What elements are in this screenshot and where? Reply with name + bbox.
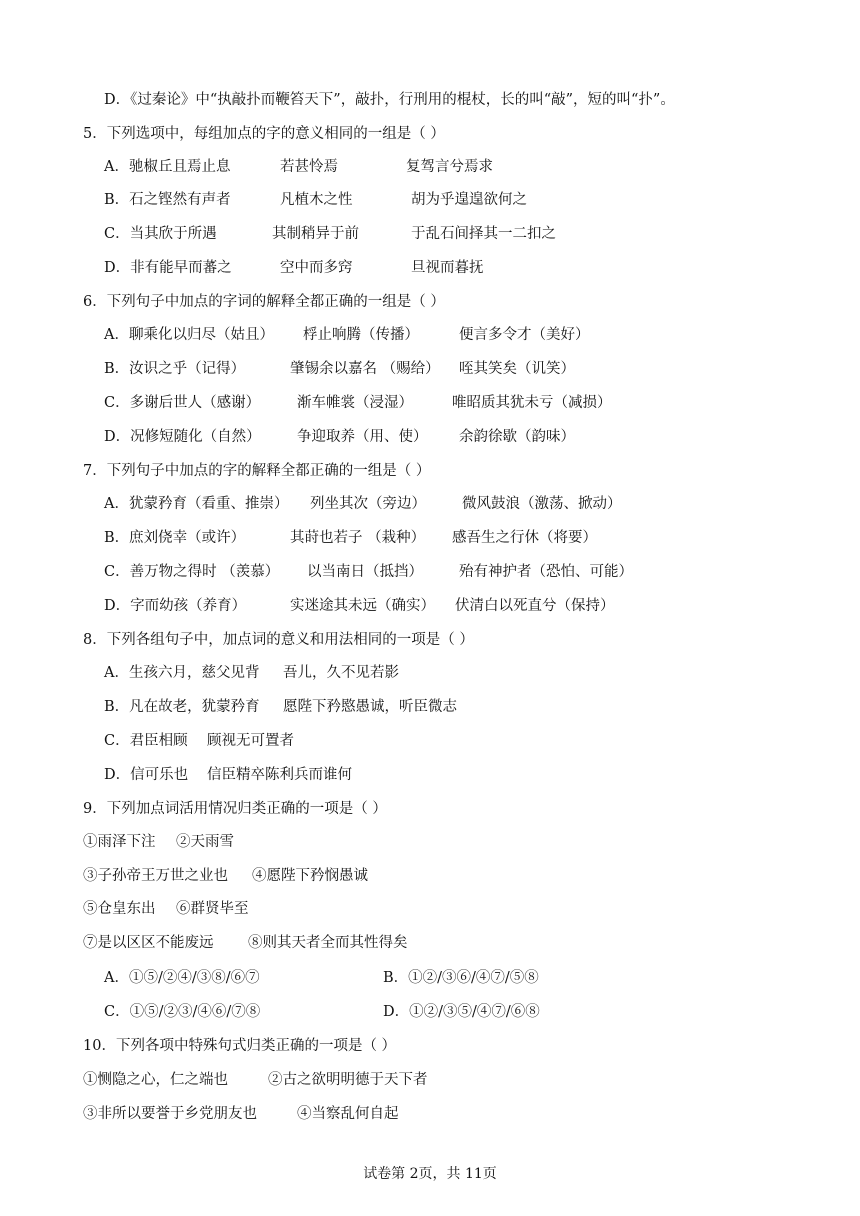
q7-stem: 7．下列句子中加点的字的解释全都正确的一组是（ ） bbox=[83, 463, 431, 479]
q7-option-b-3: 感吾生之行休（将要） bbox=[452, 530, 597, 546]
q9-stem: 9．下列加点词活用情况归类正确的一项是（ ） bbox=[83, 801, 387, 817]
q5-option-b-1: B．石之铿然有声者 bbox=[104, 192, 231, 208]
q7-option-d-3: 伏清白以死直兮（保持） bbox=[455, 598, 615, 614]
q9-item-6: ⑥群贤毕至 bbox=[176, 901, 249, 917]
q6-option-b-1: B．汝识之乎（记得） bbox=[104, 361, 246, 377]
q10-stem: 10．下列各项中特殊句式归类正确的一项是（ ） bbox=[83, 1038, 397, 1054]
q5-stem: 5．下列选项中，每组加点的字的意义相同的一组是（ ） bbox=[83, 126, 445, 142]
q9-item-4: ④愿陛下矜悯愚诚 bbox=[252, 868, 368, 884]
q7-option-a-1: A．犹蒙矜育（看重、推崇） bbox=[104, 496, 289, 512]
q7-option-b-1: B．庶刘侥幸（或许） bbox=[104, 530, 246, 546]
q6-stem: 6．下列句子中加点的字词的解释全都正确的一组是（ ） bbox=[83, 294, 445, 310]
q5-option-b-2: 凡植木之性 bbox=[280, 192, 353, 208]
q5-option-a-2: 若甚怜焉 bbox=[280, 159, 338, 175]
q5-option-a-3: 复驾言兮焉求 bbox=[406, 159, 493, 175]
q8-option-c-2: 顾视无可置者 bbox=[207, 733, 294, 749]
q8-option-b-2: 愿陛下矜愍愚诚，听臣微志 bbox=[283, 699, 457, 715]
q9-item-2: ②天雨雪 bbox=[176, 834, 234, 850]
q6-option-c-2: 渐车帷裳（浸湿） bbox=[297, 395, 413, 411]
q5-option-d-3: 旦视而暮抚 bbox=[411, 260, 484, 276]
q9-option-d: D．①②/③⑤/④⑦/⑥⑧ bbox=[383, 1004, 540, 1020]
q8-option-d-1: D．信可乐也 bbox=[104, 767, 189, 783]
q7-option-c-2: 以当南日（抵挡） bbox=[307, 564, 423, 580]
q8-option-b-1: B．凡在故老，犹蒙矜育 bbox=[104, 699, 260, 715]
q4-option-d: D．《过秦论》中“执敲扑而鞭笞天下”，敲扑，行刑用的棍杖，长的叫“敲”，短的叫“扑”。 bbox=[104, 92, 675, 108]
q6-option-c-1: C．多谢后世人（感谢） bbox=[104, 395, 261, 411]
q9-item-8: ⑧则其天者全而其性得矣 bbox=[248, 935, 408, 951]
q7-option-b-2: 其莳也若子 （栽种） bbox=[290, 530, 426, 546]
q6-option-d-1: D．况修短随化（自然） bbox=[104, 429, 261, 445]
q9-item-1: ①雨泽下注 bbox=[83, 834, 156, 850]
q5-option-c-3: 于乱石间择其一二扣之 bbox=[411, 226, 556, 242]
q9-item-5: ⑤仓皇东出 bbox=[83, 901, 156, 917]
q8-stem: 8．下列各组句子中，加点词的意义和用法相同的一项是（ ） bbox=[83, 632, 474, 648]
q8-option-c-1: C．君臣相顾 bbox=[104, 733, 188, 749]
q7-option-a-3: 微风鼓浪（激荡、掀动） bbox=[462, 496, 622, 512]
q5-option-d-1: D．非有能早而蕃之 bbox=[104, 260, 232, 276]
q9-item-3: ③子孙帝王万世之业也 bbox=[83, 868, 228, 884]
q5-option-c-1: C．当其欣于所遇 bbox=[104, 226, 217, 242]
page-footer: 试卷第 2页，共 11页 bbox=[363, 1166, 497, 1182]
q5-option-c-2: 其制稍异于前 bbox=[272, 226, 359, 242]
q9-item-7: ⑦是以区区不能废远 bbox=[83, 935, 214, 951]
q6-option-b-3: 咥其笑矣（讥笑） bbox=[459, 361, 575, 377]
q8-option-a-1: A．生孩六月，慈父见背 bbox=[104, 665, 260, 681]
q6-option-b-2: 肇锡余以嘉名 （赐给） bbox=[290, 361, 440, 377]
q6-option-a-1: A．聊乘化以归尽（姑且） bbox=[104, 327, 274, 343]
q5-option-b-3: 胡为乎遑遑欲何之 bbox=[411, 192, 527, 208]
q6-option-a-3: 便言多令才（美好） bbox=[459, 327, 590, 343]
q5-option-a-1: A．驰椒丘且焉止息 bbox=[104, 159, 231, 175]
q7-option-a-2: 列坐其次（旁边） bbox=[310, 496, 426, 512]
q10-item-3: ③非所以要誉于乡党朋友也 bbox=[83, 1106, 257, 1122]
q9-option-a: A．①⑤/②④/③⑧/⑥⑦ bbox=[104, 970, 260, 986]
q6-option-a-2: 桴止响腾（传播） bbox=[303, 327, 419, 343]
q7-option-d-1: D．字而幼孩（养育） bbox=[104, 598, 247, 614]
q6-option-d-2: 争迎取养（用、使） bbox=[297, 429, 428, 445]
q10-item-1: ①恻隐之心，仁之端也 bbox=[83, 1072, 228, 1088]
q10-item-4: ④当察乱何自起 bbox=[297, 1106, 399, 1122]
q7-option-c-1: C．善万物之得时 （羡慕） bbox=[104, 564, 280, 580]
q7-option-d-2: 实迷途其未远（确实） bbox=[290, 598, 435, 614]
q6-option-d-3: 余韵徐歇（韵味） bbox=[459, 429, 575, 445]
q5-option-d-2: 空中而多窍 bbox=[280, 260, 353, 276]
q9-option-c: C．①⑤/②③/④⑥/⑦⑧ bbox=[104, 1004, 261, 1020]
q7-option-c-3: 殆有神护者（恐怕、可能） bbox=[459, 564, 633, 580]
q8-option-a-2: 吾儿，久不见若影 bbox=[283, 665, 399, 681]
q9-option-b: B．①②/③⑥/④⑦/⑤⑧ bbox=[383, 970, 539, 986]
q8-option-d-2: 信臣精卒陈利兵而谁何 bbox=[207, 767, 352, 783]
q6-option-c-3: 唯昭质其犹未亏（减损） bbox=[452, 395, 612, 411]
q10-item-2: ②古之欲明明德于天下者 bbox=[268, 1072, 428, 1088]
